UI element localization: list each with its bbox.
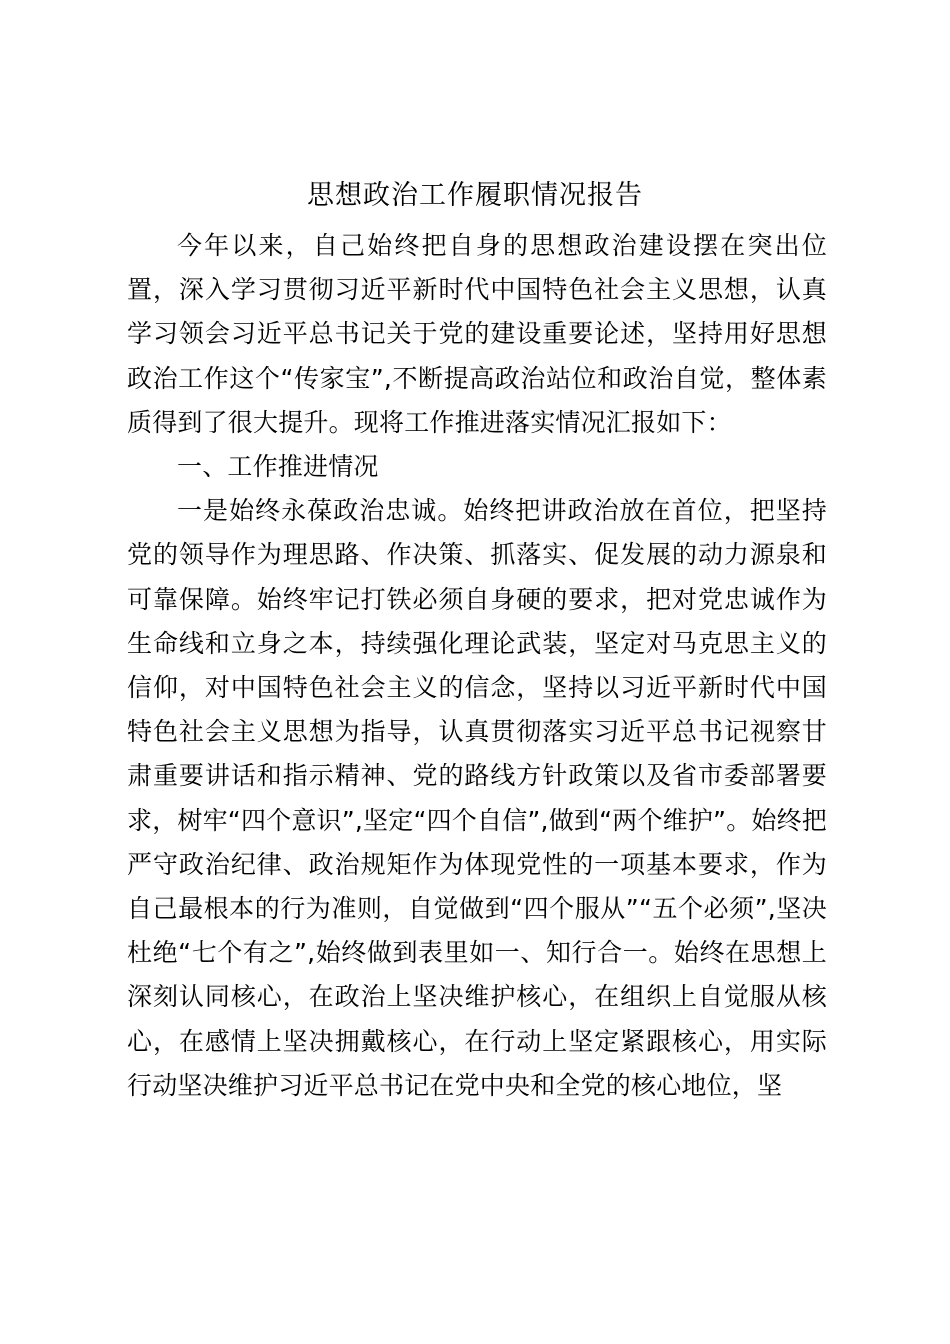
document-title: 思想政治工作履职情况报告 (307, 180, 643, 211)
section-heading: 一、工作推进情况 (177, 452, 379, 482)
document-body (127, 224, 827, 1108)
body-paragraph: 一是始终永葆政治忠诚。始终把讲政治放在首位，把坚持党的领导作为理思路、作决策、抓落实、促发展的动力源泉和可靠保障。始终牢记打铁必须自身硬的要求，把对党忠诚作为生命线和立身之本，持续强化理论武装，坚定对马克思主义的信仰，对中国特色社会主义的信念，坚持以习近平新时代中国特色社会主义思想为指导，认真贯彻落实习近平总书记视察甘肃重要讲话和指示精神、党的路线方针政策以及省市委部署要求，树牢“四个意识”,坚定“四个自信”,做到“两个维护”。始终把严守政治纪律、政治规矩作为体现党性的一项基本要求，作为自己最根本的行为准则，自觉做到“四个服从”“五个必须”,坚决杜绝“七个有之”,始终做到表里如一、知行合一。始终在思想上深刻认同核心，在政治上坚决维护核心，在组织上自觉服从核心，在感情上坚决拥戴核心，在行动上坚定紧跟核心，用实际行动坚决维护习近平总书记在党中央和全党的核心地位，坚 (127, 496, 828, 1100)
intro-paragraph: 今年以来，自己始终把自身的思想政治建设摆在突出位置，深入学习贯彻习近平新时代中国特色社会主义思想，认真学习领会习近平总书记关于党的建设重要论述，坚持用好思想政治工作这个“传家宝”,不断提高政治站位和政治自觉，整体素质得到了很大提升。现将工作推进落实情况汇报如下： (127, 231, 827, 437)
